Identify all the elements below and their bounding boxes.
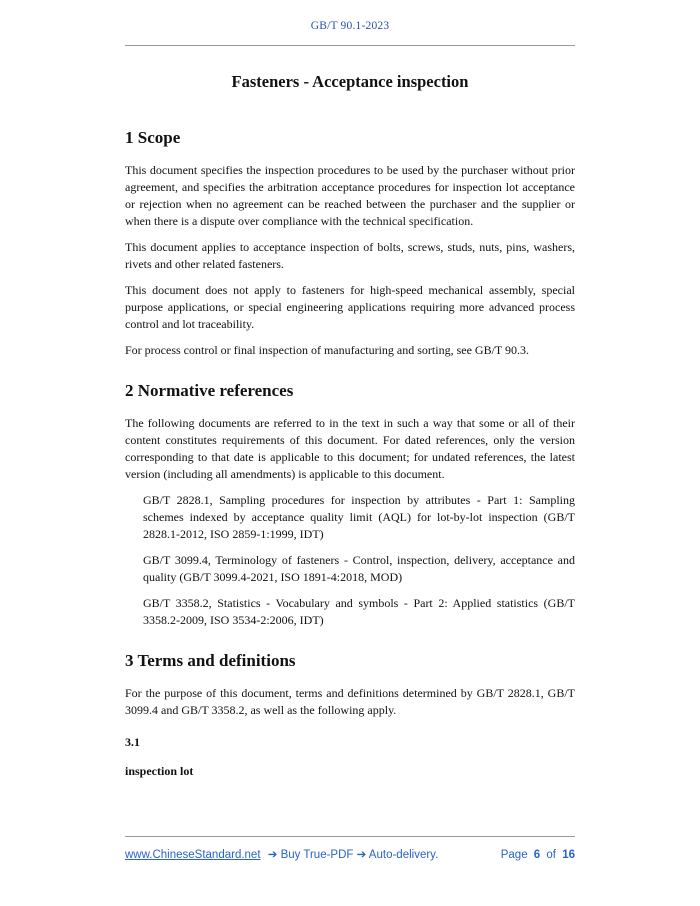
terms-intro-paragraph: For the purpose of this document, terms and definitions determined by GB/T 2828.1, GB/T 3099.4 and GB/T 3358.2, as well as the following apply.	[125, 686, 575, 717]
reference-item-2: GB/T 3099.4, Terminology of fasteners - Control, inspection, delivery, acceptance and quality (GB/T 3099.4-2021, ISO 1891-4:2018, MOD)	[143, 553, 575, 584]
term-number: 3.1	[125, 735, 140, 749]
page-label: Page	[500, 849, 528, 861]
term-name: inspection lot	[125, 764, 194, 778]
of-label: of	[546, 849, 556, 861]
section-heading-terms-definitions: 3 Terms and definitions	[125, 651, 296, 670]
footer-tagline: ➔ Buy True-PDF ➔ Auto-delivery.	[267, 849, 439, 861]
header-doc-number: GB/T 90.1-2023	[310, 20, 390, 32]
section-heading-scope: 1 Scope	[125, 128, 181, 147]
page-footer	[125, 836, 575, 861]
footer-site-link[interactable]: www.ChineseStandard.net	[125, 849, 261, 861]
current-page-number: 6	[533, 849, 541, 861]
header-rule	[125, 45, 575, 46]
scope-paragraph-2: This document applies to acceptance inspection of bolts, screws, studs, nuts, pins, washers, rivets and other related fasteners.	[125, 240, 575, 271]
scope-paragraph-4: For process control or final inspection of manufacturing and sorting, see GB/T 90.3.	[125, 343, 530, 357]
total-page-number: 16	[562, 849, 575, 861]
reference-item-1: GB/T 2828.1, Sampling procedures for inspection by attributes - Part 1: Sampling schemes indexed by acceptance quality limit (AQL) for lot-by-lot inspection (GB/T 2828.1-2012, ISO 2859-1:1999, IDT)	[143, 493, 575, 541]
scope-paragraph-1: This document specifies the inspection procedures to be used by the purchaser without prior agreement, and specifies the arbitration acceptance procedures for inspection lot acceptance or rejection when no agreement can be reached between the purchaser and the supplier or when there is a dispute over compliance with the technical specification.	[125, 163, 575, 228]
page-indicator	[498, 849, 575, 861]
section-heading-normative-references: 2 Normative references	[125, 381, 294, 400]
document-title: Fasteners - Acceptance inspection	[231, 72, 469, 91]
reference-item-3: GB/T 3358.2, Statistics - Vocabulary and symbols - Part 2: Applied statistics (GB/T 3358.2-2009, ISO 3534-2:2006, IDT)	[143, 596, 575, 627]
normative-intro-paragraph: The following documents are referred to in the text in such a way that some or all of their content constitutes requirements of this document. For dated references, only the version corresponding to that date is applicable to this document; for undated references, the latest version (including all amendments) is applicable to this document.	[125, 416, 575, 481]
scope-paragraph-3: This document does not apply to fasteners for high-speed mechanical assembly, special purpose applications, or special engineering applications requiring more advanced process control and lot traceability.	[125, 283, 575, 331]
footer-promo	[125, 847, 438, 861]
